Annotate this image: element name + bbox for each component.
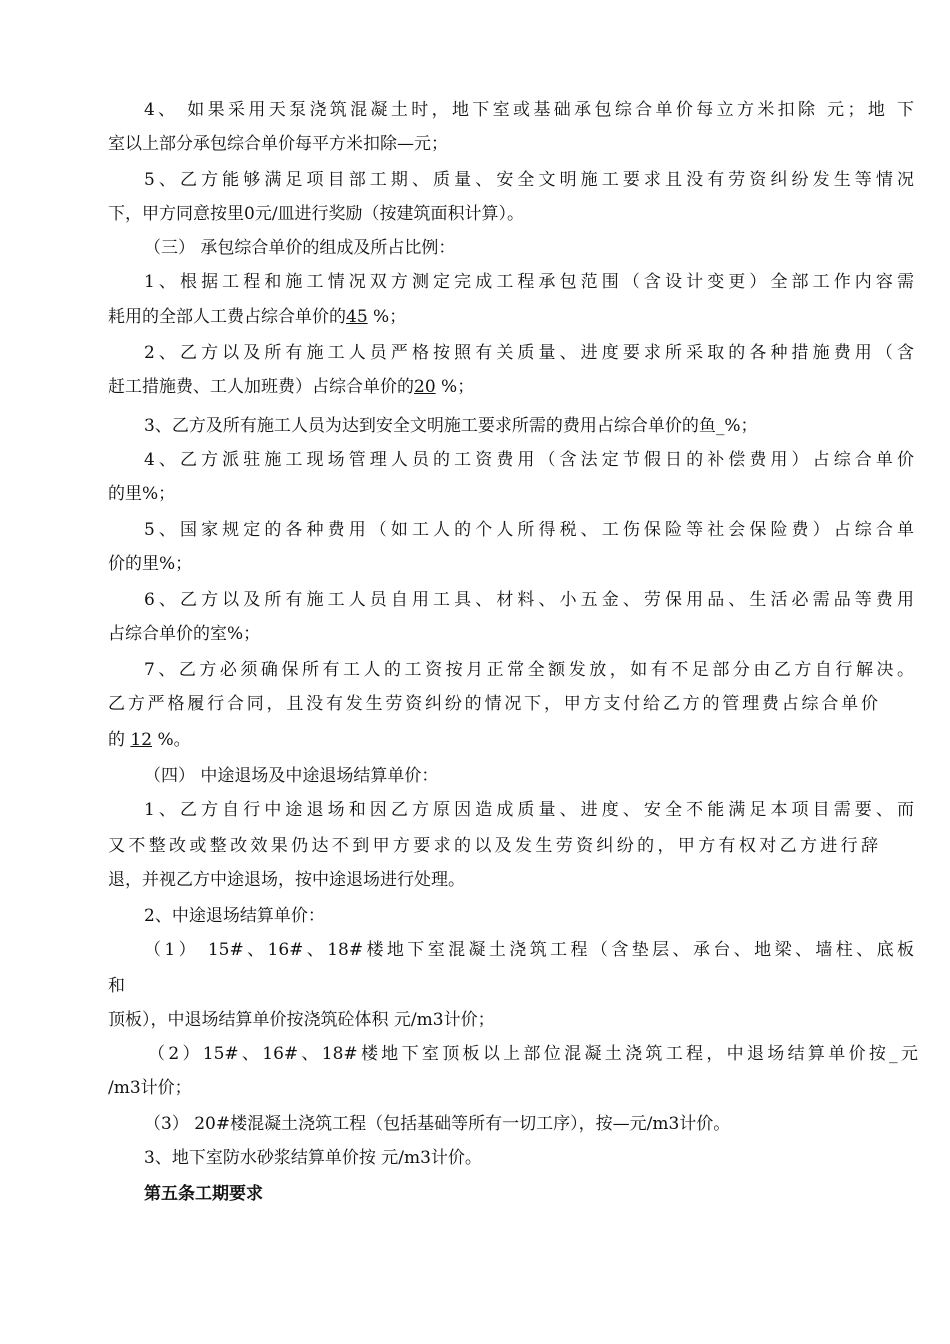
text-line	[108, 375, 878, 399]
article-heading: 第五条工期要求	[144, 1184, 263, 1204]
percentage-value: 20	[414, 377, 436, 397]
text-line: 3、地下室防水砂浆结算单价按 元/m3计价。	[144, 1148, 482, 1168]
text-line	[108, 305, 878, 329]
section-heading: （三） 承包综合单价的组成及所占比例：	[144, 238, 456, 258]
text-line: 和	[108, 976, 125, 996]
text-line: 4、乙方派驻施工现场管理人员的工资费用（含法定节假日的补偿费用）占综合单价	[144, 450, 914, 470]
text-line: 7、乙方必须确保所有工人的工资按月正常全额发放，如有不足部分由乙方自行解决。	[144, 660, 914, 680]
text-line: 2、乙方以及所有施工人员严格按照有关质量、进度要求所采取的各种措施费用（含	[144, 343, 914, 363]
text-line: /m3计价；	[108, 1078, 192, 1098]
text-line: 又不整改或整改效果仍达不到甲方要求的以及发生劳资纠纷的，甲方有权对乙方进行辞	[108, 836, 878, 856]
text-line: 占综合单价的室%；	[108, 624, 261, 644]
text-line	[108, 728, 878, 752]
text-line: 1、根据工程和施工情况双方测定完成工程承包范围（含设计变更）全部工作内容需	[144, 272, 914, 292]
line-text: %；	[367, 307, 407, 327]
text-line: （3） 20#楼混凝土浇筑工程（包括基础等所有一切工序），按—元/m3计价。	[144, 1114, 731, 1134]
text-line: 5、乙方能够满足项目部工期、质量、安全文明施工要求且没有劳资纠纷发生等情况	[144, 170, 914, 190]
text-line: 乙方严格履行合同，且没有发生劳资纠纷的情况下，甲方支付给乙方的管理费占综合单价	[108, 694, 878, 714]
percentage-value: 12	[130, 730, 153, 750]
text-line: 的里%；	[108, 484, 176, 504]
text-line: 6、乙方以及所有施工人员自用工具、材料、小五金、劳保用品、生活必需品等费用	[144, 590, 914, 610]
text-line: 下，甲方同意按里0元/皿进行奖励（按建筑面积计算）。	[108, 204, 525, 224]
text-line: （2）15#、16#、18#楼地下室顶板以上部位混凝土浇筑工程，中退场结算单价按_元	[148, 1044, 918, 1064]
text-line: （1） 15#、16#、18#楼地下室混凝土浇筑工程（含垫层、承台、地梁、墙柱、底板	[144, 940, 914, 960]
text-line: 顶板），中退场结算单价按浇筑砼体积 元/m3计价；	[108, 1010, 495, 1030]
line-text: %。	[152, 730, 191, 750]
text-line: 价的里%；	[108, 554, 193, 574]
text-line: 5、国家规定的各种费用（如工人的个人所得税、工伤保险等社会保险费）占综合单	[144, 520, 914, 540]
text-line: 退，并视乙方中途退场，按中途退场进行处理。	[108, 870, 465, 890]
line-text: 耗用的全部人工费占综合单价的	[108, 307, 346, 327]
line-text: %；	[435, 377, 475, 397]
text-line: 2、中途退场结算单价：	[144, 906, 325, 926]
line-text: 赶工措施费、工人加班费）占综合单价的	[108, 377, 414, 397]
text-line: 3、乙方及所有施工人员为达到安全文明施工要求所需的费用占综合单价的鱼_%；	[144, 416, 758, 436]
section-heading: （四） 中途退场及中途退场结算单价：	[144, 766, 439, 786]
percentage-value: 45	[346, 307, 368, 327]
text-line: 4、 如果采用天泵浇筑混凝土时，地下室或基础承包综合单价每立方米扣除 元；地 下	[144, 100, 914, 120]
line-text: 的	[108, 730, 131, 750]
text-line: 1、乙方自行中途退场和因乙方原因造成质量、进度、安全不能满足本项目需要、而	[144, 800, 914, 820]
text-line: 室以上部分承包综合单价每平方米扣除—元；	[108, 134, 448, 154]
